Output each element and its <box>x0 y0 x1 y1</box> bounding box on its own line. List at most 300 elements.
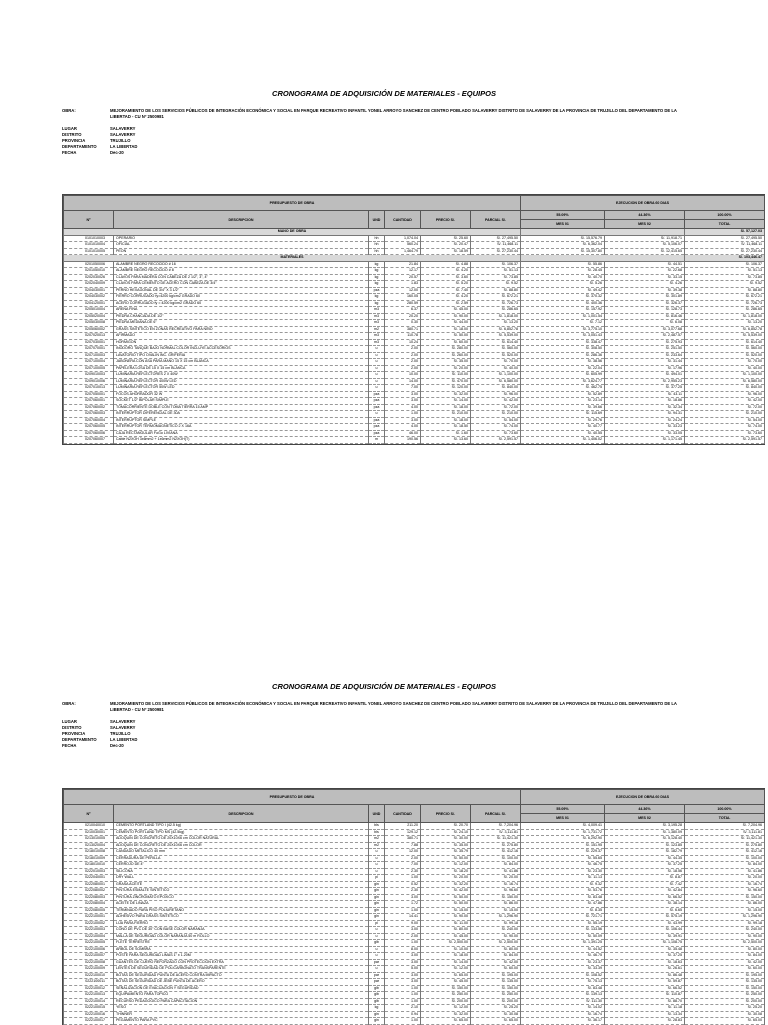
item-quantity: 280.59 <box>385 300 421 307</box>
item-month2: S/. 8.87 <box>605 875 685 882</box>
item-month1: S/. 400.36 <box>521 300 605 307</box>
item-partial: S/. 286.65 <box>471 307 521 314</box>
item-total: S/. 42.00 <box>685 959 765 966</box>
lugar-value: SALAVERRY <box>110 126 136 131</box>
item-code: 0213020004 <box>64 842 114 849</box>
item-month1: S/. 83.48 <box>521 985 605 992</box>
item-unit: bls <box>369 823 385 830</box>
item-price: S/. 20.00 <box>421 875 471 882</box>
item-quantity: 12.17 <box>385 268 421 275</box>
item-month1: S/. 229.37 <box>521 849 605 856</box>
lugar-value: SALAVERRY <box>110 719 136 724</box>
item-month1: S/. 14.02 <box>521 1005 605 1012</box>
item-month2: S/. 13.34 <box>605 1011 685 1018</box>
item-unit: gln <box>369 1018 385 1025</box>
page-title-2: CRONOGRAMA DE ADQUISICIÓN DE MATERIALES - EQUIPOS <box>272 682 496 691</box>
item-quantity: 1.72 <box>385 901 421 908</box>
item-partial: S/. 41.86 <box>471 868 521 875</box>
item-description: CANDADO METALICO 40 mm <box>114 849 369 856</box>
item-partial: S/. 520.00 <box>471 352 521 359</box>
item-description: ADOQUIN DE CONCRETO DE 20X10X6 cm COLOR NATURAL <box>114 836 369 843</box>
item-total: S/. 11,468.11 <box>685 242 765 249</box>
schedule-table-1 <box>62 194 765 445</box>
item-month1: S/. 286.36 <box>521 352 605 359</box>
distrito-value: SALAVERRY <box>110 132 136 137</box>
item-month2: S/. 59.87 <box>605 979 685 986</box>
item-total: S/. 86.00 <box>685 901 765 908</box>
item-quantity: 380.71 <box>385 326 421 333</box>
item-code: 0222100007 <box>64 953 114 960</box>
item-quantity: 1.00 <box>385 1018 421 1025</box>
item-price: S/. 50.00 <box>421 901 471 908</box>
item-month2: S/. 44.51 <box>605 261 685 268</box>
item-quantity: 1.00 <box>385 940 421 947</box>
item-code: 0222100002 <box>64 920 114 927</box>
item-month1: S/. 53.76 <box>521 888 605 895</box>
item-month2: S/. 31.44 <box>605 359 685 366</box>
item-price: S/. 1.60 <box>421 430 471 437</box>
item-code: 0222100014 <box>64 998 114 1005</box>
departamento-label: DEPARTAMENTO <box>62 144 97 149</box>
item-description: THINNER <box>114 1011 369 1018</box>
item-total: S/. 96.00 <box>685 391 765 398</box>
item-code: 0222100011 <box>64 979 114 986</box>
project-info <box>62 108 690 156</box>
item-quantity: 160.05 <box>385 294 421 301</box>
item-partial: S/. 106.37 <box>471 261 521 268</box>
item-unit: kg <box>369 281 385 288</box>
item-description: CERRADURA DE PERILLA <box>114 855 369 862</box>
item-quantity: 7.00 <box>385 385 421 392</box>
col-pct3: 100.00% <box>685 211 765 220</box>
item-unit: m3 <box>369 313 385 320</box>
provincia-label: PROVINCIA <box>62 731 86 736</box>
item-unit: gln <box>369 907 385 914</box>
item-month2: S/. 32.34 <box>605 404 685 411</box>
item-price: S/. 11.00 <box>421 920 471 927</box>
item-month2: S/. 18.63 <box>605 959 685 966</box>
item-price: S/. 35.00 <box>421 359 471 366</box>
item-code: 0222080002 <box>64 888 114 895</box>
distrito-label: DISTRITO <box>62 725 82 730</box>
col-precio: PRECIO S/. <box>421 211 471 229</box>
item-price: S/. 18.00 <box>421 953 471 960</box>
item-total: S/. 1,296.90 <box>685 914 765 921</box>
item-unit: kg <box>369 274 385 281</box>
item-quantity: 9.00 <box>385 920 421 927</box>
item-code: 0207100005 <box>64 365 114 372</box>
item-month1: S/. 40.77 <box>521 424 605 431</box>
item-partial: S/. 27,495.50 <box>471 235 521 242</box>
item-description: LENTES DE SEGURIDAD DE POLICARBONATO TRANSPARENTE <box>114 966 369 973</box>
item-description: PIEDRA CHANCADA DE 1/2" <box>114 313 369 320</box>
item-price: S/. 32.00 <box>421 1011 471 1018</box>
item-total: S/. 100.00 <box>685 855 765 862</box>
item-total: S/. 74.00 <box>685 424 765 431</box>
item-unit: kg <box>369 1005 385 1012</box>
item-price: S/. 12.00 <box>421 966 471 973</box>
item-total: S/. 6,852.78 <box>685 326 765 333</box>
item-description: LIJA PARA FIERRO <box>114 920 369 927</box>
item-partial: S/. 9.52 <box>471 281 521 288</box>
item-quantity: 1.00 <box>385 985 421 992</box>
item-code: 0207050001 <box>64 391 114 398</box>
item-quantity: 6.37 <box>385 307 421 314</box>
item-code: 0207030001 <box>64 339 114 346</box>
item-description: GRASS SINTETICO EN ZONAS RECREATIVO PARA NIÑO <box>114 326 369 333</box>
item-code: 0202040009 <box>64 281 114 288</box>
item-code: 0218010009 <box>64 855 114 862</box>
item-partial: S/. 560.00 <box>471 346 521 353</box>
item-code: 0205030008 <box>64 320 114 327</box>
item-month2: S/. 12,415.65 <box>605 248 685 255</box>
item-total: S/. 27,230.44 <box>685 248 765 255</box>
item-month2: S/. 233.64 <box>605 352 685 359</box>
provincia-value: TRUJILLO <box>110 731 131 736</box>
item-month2: S/. 43.11 <box>605 391 685 398</box>
item-month1: S/. 33.39 <box>521 966 605 973</box>
item-code: 0207060003 <box>64 411 114 418</box>
item-code: 0222100012 <box>64 985 114 992</box>
item-month1: S/. 75.13 <box>521 979 605 986</box>
ejecucion-header: EJECUCION DE OBRA 60 DIAS <box>521 790 765 805</box>
item-quantity: 21.84 <box>385 261 421 268</box>
item-description: GRASA ACEITE <box>114 881 369 888</box>
item-description: CERROJO DE 4" <box>114 862 369 869</box>
item-partial: S/. 80.00 <box>471 946 521 953</box>
lugar-label: LUGAR <box>62 126 77 131</box>
item-month1: S/. 44.52 <box>521 946 605 953</box>
item-partial: S/. 27,230.44 <box>471 248 521 255</box>
item-price: S/. 280.00 <box>421 346 471 353</box>
item-price: S/. 18.50 <box>421 424 471 431</box>
item-partial: S/. 150.00 <box>471 894 521 901</box>
item-partial: S/. 88.80 <box>471 287 521 294</box>
item-description: LUMINARIA REFLECTOR 400W LED <box>114 378 369 385</box>
item-month2: S/. 86.48 <box>605 972 685 979</box>
item-partial: S/. 84.00 <box>471 862 521 869</box>
item-month2: S/. 7.42 <box>605 881 685 888</box>
item-price: S/. 12.00 <box>421 862 471 869</box>
item-description: INTERRUPTOR TERMOMAGNETICO 2 X 16A <box>114 424 369 431</box>
item-quantity: 14.00 <box>385 378 421 385</box>
item-unit: u <box>369 346 385 353</box>
item-month2: S/. 2,955.23 <box>605 378 685 385</box>
item-total: S/. 412.16 <box>685 849 765 856</box>
item-quantity: 211.20 <box>385 823 421 830</box>
item-total: S/. 42.00 <box>685 398 765 405</box>
item-month1: S/. 22.04 <box>521 365 605 372</box>
item-month2: S/. 494.01 <box>605 372 685 379</box>
item-code: 0207100004 <box>64 359 114 366</box>
item-quantity: 1.83 <box>385 281 421 288</box>
item-total: S/. 84.00 <box>685 862 765 869</box>
item-quantity: 3.00 <box>385 953 421 960</box>
fecha-label: FECHA <box>62 743 77 748</box>
item-code: 0204030002 <box>64 294 114 301</box>
item-code: 0222080005 <box>64 907 114 914</box>
project-info-2 <box>62 701 690 749</box>
item-total: S/. 2,500.00 <box>685 940 765 947</box>
item-partial: S/. 6,852.78 <box>471 326 521 333</box>
item-quantity: 2.00 <box>385 855 421 862</box>
item-description: ACERO CORRUGADO fy = 4200 kg/cm2 GRADO 60 <box>114 300 369 307</box>
item-month1: S/. 151.95 <box>521 842 605 849</box>
item-description: PINTURA ESMALTE SINTETICO <box>114 888 369 895</box>
obra-value: MEJORAMIENTO DE LOS SERVICIOS PÚBLICOS DE INTEGRACIÓN ECONÓMICA Y SOCIAL EN PARQUE RECREATIVO INFANTIL YONEL ARROYO SANCHEZ DE CENTRO POBLADO SALAVERRY DISTRITO DE SALAVERRY DE LA PROVINCIA DE TRUJILLO DEL DEPARTAMENTO DE LA LIBERTAD - CU Nº 2500981 <box>110 701 677 712</box>
schedule-table-2 <box>62 788 765 1025</box>
item-total: S/. 275.80 <box>685 842 765 849</box>
item-description: DRY WALL <box>114 875 369 882</box>
item-code: 0207060002 <box>64 404 114 411</box>
item-total: S/. 16.74 <box>685 881 765 888</box>
col-descripcion: DESCRIPCION <box>114 211 369 229</box>
item-month1: S/. 23.37 <box>521 959 605 966</box>
item-month1: S/. 9.32 <box>521 881 605 888</box>
item-total: S/. 200.00 <box>685 998 765 1005</box>
item-description: HORMIGON <box>114 339 369 346</box>
item-code: 0222040001 <box>64 875 114 882</box>
item-month1: S/. 36.17 <box>521 1018 605 1025</box>
item-unit: par <box>369 979 385 986</box>
item-price: S/. 30.00 <box>421 836 471 843</box>
item-quantity: 129.12 <box>385 829 421 836</box>
item-month2: S/. 33.23 <box>605 424 685 431</box>
item-partial: S/. 135.00 <box>471 979 521 986</box>
item-code: 0209010006 <box>64 378 114 385</box>
item-month2: S/. 44.35 <box>605 855 685 862</box>
section-label: MANO DE OBRA <box>64 229 521 236</box>
item-unit: pza <box>369 404 385 411</box>
page-title: CRONOGRAMA DE ADQUISICIÓN DE MATERIALES - EQUIPOS <box>272 89 496 98</box>
item-month1: S/. 16.74 <box>521 1011 605 1018</box>
item-quantity: 1.00 <box>385 875 421 882</box>
item-partial: S/. 7,204.96 <box>471 823 521 830</box>
item-price: S/. 2.59 <box>421 300 471 307</box>
item-unit: gln <box>369 1011 385 1018</box>
item-price: S/. 7.40 <box>421 287 471 294</box>
item-code: 0213010005 <box>64 836 114 843</box>
item-unit: hh <box>369 235 385 242</box>
item-month2: S/. 816.46 <box>605 313 685 320</box>
item-unit: m2 <box>369 326 385 333</box>
item-unit: pza <box>369 287 385 294</box>
item-month2: S/. 377.25 <box>605 385 685 392</box>
item-code: 0207060004 <box>64 417 114 424</box>
provincia-label: PROVINCIA <box>62 138 86 143</box>
item-quantity: 46.00 <box>385 430 421 437</box>
item-quantity: 12.00 <box>385 287 421 294</box>
item-quantity: 20.57 <box>385 274 421 281</box>
item-price: S/. 15.00 <box>421 907 471 914</box>
item-total: S/. 1,818.00 <box>685 313 765 320</box>
item-month1: S/. 28.45 <box>521 268 605 275</box>
item-unit: hh <box>369 248 385 255</box>
item-total: S/. 65.00 <box>685 1018 765 1025</box>
item-unit: u <box>369 365 385 372</box>
item-code: 0207100003 <box>64 352 114 359</box>
item-quantity: 4.00 <box>385 424 421 431</box>
item-total: S/. 84.00 <box>685 953 765 960</box>
item-code: 0222100006 <box>64 946 114 953</box>
item-unit: glb <box>369 940 385 947</box>
presupuesto-header: PRESUPUESTO DE OBRA <box>64 196 521 211</box>
item-quantity: 1.00 <box>385 411 421 418</box>
item-price: S/. 45.00 <box>421 979 471 986</box>
item-code: 0201050010 <box>64 268 114 275</box>
item-month1: S/. 108.52 <box>521 972 605 979</box>
item-description: CLAVOS PARA MADERA CON CABEZA DE 2 1/2", 3", 4" <box>114 274 369 281</box>
item-month2: S/. 251.50 <box>605 346 685 353</box>
col-n: Nº <box>64 211 114 229</box>
item-total: S/. 106.37 <box>685 261 765 268</box>
item-price: S/. 65.00 <box>421 1018 471 1025</box>
item-unit: glb <box>369 985 385 992</box>
item-month1: S/. 3,051.43 <box>521 333 605 340</box>
item-price: S/. 18.59 <box>421 248 471 255</box>
item-month2: S/. 42.84 <box>605 888 685 895</box>
item-code: 0204120001 <box>64 300 114 307</box>
item-month2: S/. 5,128.40 <box>605 836 685 843</box>
fecha-value: Dec-20 <box>110 150 124 155</box>
item-partial: S/. 15.00 <box>471 907 521 914</box>
item-unit: kg <box>369 294 385 301</box>
item-price: S/. 250.00 <box>421 992 471 999</box>
departamento-label: DEPARTAMENTO <box>62 737 97 742</box>
fecha-value: Dec-20 <box>110 743 124 748</box>
item-month2: S/. 17.96 <box>605 365 685 372</box>
item-quantity: 2.00 <box>385 346 421 353</box>
item-total: S/. 70.00 <box>685 359 765 366</box>
item-month1: S/. 3,624.77 <box>521 378 605 385</box>
item-month1: S/. 5.26 <box>521 281 605 288</box>
item-total: S/. 3,111.81 <box>685 829 765 836</box>
item-month2: S/. 3,195.28 <box>605 823 685 830</box>
item-total: S/. 30.08 <box>685 1011 765 1018</box>
item-price: S/. 45.00 <box>421 933 471 940</box>
item-partial: S/. 70.00 <box>471 359 521 366</box>
item-month2: S/. 182.79 <box>605 849 685 856</box>
item-code: 0210030001 <box>64 829 114 836</box>
departamento-value: LA LIBERTAD <box>110 737 138 742</box>
item-price: S/. 14.00 <box>421 959 471 966</box>
item-partial: S/. 726.73 <box>471 300 521 307</box>
item-description: CEMENTO PORTLAND TIPO MS (42.5kg) <box>114 829 369 836</box>
item-description: CAJA RECTANGULAR FoGo LIVIANA <box>114 430 369 437</box>
item-code: 0210040010 <box>64 823 114 830</box>
item-price: S/. 44.00 <box>421 320 471 327</box>
item-price: S/. 32.00 <box>421 391 471 398</box>
item-unit: u <box>369 352 385 359</box>
item-unit: glb <box>369 998 385 1005</box>
item-partial: S/. 2,591.57 <box>471 437 521 444</box>
item-price: S/. 65.00 <box>421 972 471 979</box>
item-code: 0204030001 <box>64 287 114 294</box>
item-partial: S/. 65.00 <box>471 1018 521 1025</box>
item-month1: S/. 4,009.41 <box>521 823 605 830</box>
item-quantity: 2.00 <box>385 933 421 940</box>
item-description: INTERRUPTOR DIFERENCIAL DE 30A <box>114 411 369 418</box>
item-partial: S/. 13.20 <box>471 320 521 327</box>
item-quantity: 14.41 <box>385 914 421 921</box>
item-description: POSTE PARA SEGURIDAD LIMAS 1" x 1.20M <box>114 953 369 960</box>
item-unit: bls <box>369 829 385 836</box>
item-unit: pl <box>369 875 385 882</box>
item-price: S/. 18.00 <box>421 326 471 333</box>
item-description: INODORO TANQUE BAJO NORMAL COLOR INCLUYE ACCESORIOS <box>114 346 369 353</box>
item-month1: S/. 1,731.72 <box>521 829 605 836</box>
item-month1: S/. 46.75 <box>521 953 605 960</box>
item-quantity: 1.00 <box>385 998 421 1005</box>
item-partial: S/. 1,818.00 <box>471 313 521 320</box>
fecha-label: FECHA <box>62 150 77 155</box>
item-code: 0205010004 <box>64 307 114 314</box>
col-pct1: 55.09% <box>521 805 605 814</box>
item-unit: u <box>369 849 385 856</box>
item-total: S/. 20.00 <box>685 875 765 882</box>
item-quantity: 3.00 <box>385 979 421 986</box>
item-unit: m3 <box>369 333 385 340</box>
item-price: S/. 4.20 <box>421 268 471 275</box>
item-price: S/. 80.00 <box>421 927 471 934</box>
item-total: S/. 5,539.00 <box>685 333 765 340</box>
table-body-1 <box>64 229 765 444</box>
item-unit: m <box>369 437 385 444</box>
item-partial: S/. 60.00 <box>471 966 521 973</box>
item-total: S/. 195.00 <box>685 972 765 979</box>
item-month1: S/. 11.13 <box>521 875 605 882</box>
col-n: Nº <box>64 805 114 823</box>
item-description: BOTAS DE SEGURIDAD DE JEBE PUNTA DE ACERO <box>114 979 369 986</box>
item-price: S/. 200.00 <box>421 998 471 1005</box>
distrito-label: DISTRITO <box>62 132 82 137</box>
col-cantidad: CANTIDAD <box>385 805 421 823</box>
item-quantity: 1,464.79 <box>385 248 421 255</box>
item-description: ACEITE DE LINAZA <box>114 901 369 908</box>
col-total: TOTAL <box>685 814 765 823</box>
item-quantity: 0.94 <box>385 1011 421 1018</box>
item-month1: S/. 115.69 <box>521 411 605 418</box>
item-unit: u <box>369 933 385 940</box>
item-month2: S/. 37.25 <box>605 953 685 960</box>
item-quantity: 10.00 <box>385 372 421 379</box>
item-month1: S/. 52.89 <box>521 391 605 398</box>
item-price: S/. 25.60 <box>421 235 471 242</box>
item-unit: m2 <box>369 836 385 843</box>
item-month2: S/. 22.68 <box>605 268 685 275</box>
item-description: SEÑALIZACION DE EVACUACION Y SEGURIDAD <box>114 985 369 992</box>
item-price: S/. 14.00 <box>421 398 471 405</box>
item-quantity: 3.00 <box>385 417 421 424</box>
col-mes1: MES 01 <box>521 220 605 229</box>
item-description: PERNO HEXAGONAL DE 3/4" X 3 1/2" <box>114 287 369 294</box>
item-total: S/. 13.20 <box>685 320 765 327</box>
col-mes2: MES 02 <box>605 814 685 823</box>
item-code: 0218010008 <box>64 849 114 856</box>
item-quantity: 7.00 <box>385 862 421 869</box>
item-month2: S/. 26.61 <box>605 966 685 973</box>
item-month1: S/. 40.55 <box>521 430 605 437</box>
item-price: S/. 90.00 <box>421 313 471 320</box>
item-code: 0222100004 <box>64 933 114 940</box>
item-code: 0207060005 <box>64 424 114 431</box>
item-month1: S/. 55.65 <box>521 855 605 862</box>
item-partial: S/. 11,421.30 <box>471 836 521 843</box>
item-price: S/. 18.00 <box>421 417 471 424</box>
item-partial: S/. 90.00 <box>471 933 521 940</box>
item-price: S/. 470.00 <box>421 378 471 385</box>
item-total: S/. 286.65 <box>685 307 765 314</box>
